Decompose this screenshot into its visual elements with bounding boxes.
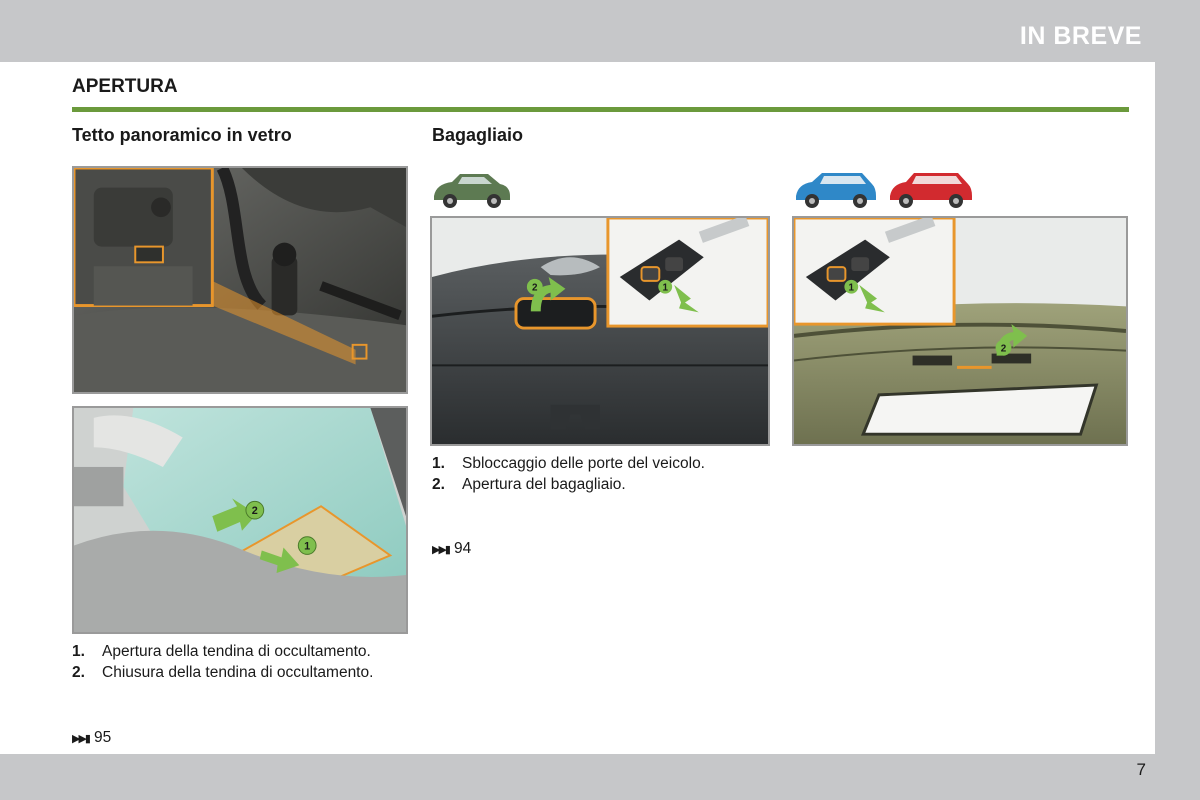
- page-ref-icon: ▶▶▮: [432, 543, 449, 556]
- page-header: IN BREVE: [1019, 22, 1142, 50]
- callout-1-hatch: 1: [662, 282, 668, 294]
- callout-2-wagon: 2: [1000, 343, 1007, 355]
- trunk-page-reference[interactable]: [432, 540, 471, 558]
- list-item: [432, 476, 777, 493]
- roof-page-reference[interactable]: [72, 729, 111, 747]
- step-text: Chiusura della tendina di occultamento.: [102, 664, 374, 681]
- list-item: [72, 664, 417, 681]
- list-item: [72, 643, 417, 660]
- green-car-icon: [430, 168, 512, 210]
- blue-car-icon: [792, 168, 878, 210]
- roof-title: Tetto panoramico in vetro: [72, 125, 292, 145]
- roof-steps-list: [72, 643, 417, 685]
- footer-band: [0, 754, 1200, 800]
- red-car-icon: [886, 168, 974, 210]
- callout-2-roof: 2: [251, 505, 258, 518]
- trunk-steps-list: [432, 455, 777, 497]
- step-text: Apertura del bagagliaio.: [462, 476, 626, 493]
- roof-ref-page: 95: [93, 729, 112, 746]
- step-number: 1.: [72, 643, 85, 660]
- page-ref-icon: ▶▶▮: [72, 732, 89, 745]
- step-text: Apertura della tendina di occultamento.: [102, 643, 371, 660]
- step-text: Sbloccaggio delle porte del veicolo.: [462, 455, 705, 472]
- list-item: [432, 455, 777, 472]
- panoramic-roof-photo: [72, 406, 408, 634]
- step-number: 2.: [432, 476, 445, 493]
- section-divider: [72, 107, 1129, 112]
- callout-1-roof: 1: [304, 540, 311, 553]
- callout-1-wagon: 1: [848, 282, 855, 294]
- section-title: APERTURA: [72, 76, 178, 97]
- page-number: 7: [1136, 760, 1146, 779]
- step-number: 1.: [432, 455, 445, 472]
- wagon-trunk-photo: [792, 216, 1128, 446]
- trunk-title: Bagagliaio: [432, 125, 524, 145]
- trunk-ref-page: 94: [453, 540, 472, 557]
- roof-control-photo: [72, 166, 408, 394]
- callout-2-hatch: 2: [532, 282, 538, 294]
- hatchback-trunk-photo: [430, 216, 770, 446]
- step-number: 2.: [72, 664, 85, 681]
